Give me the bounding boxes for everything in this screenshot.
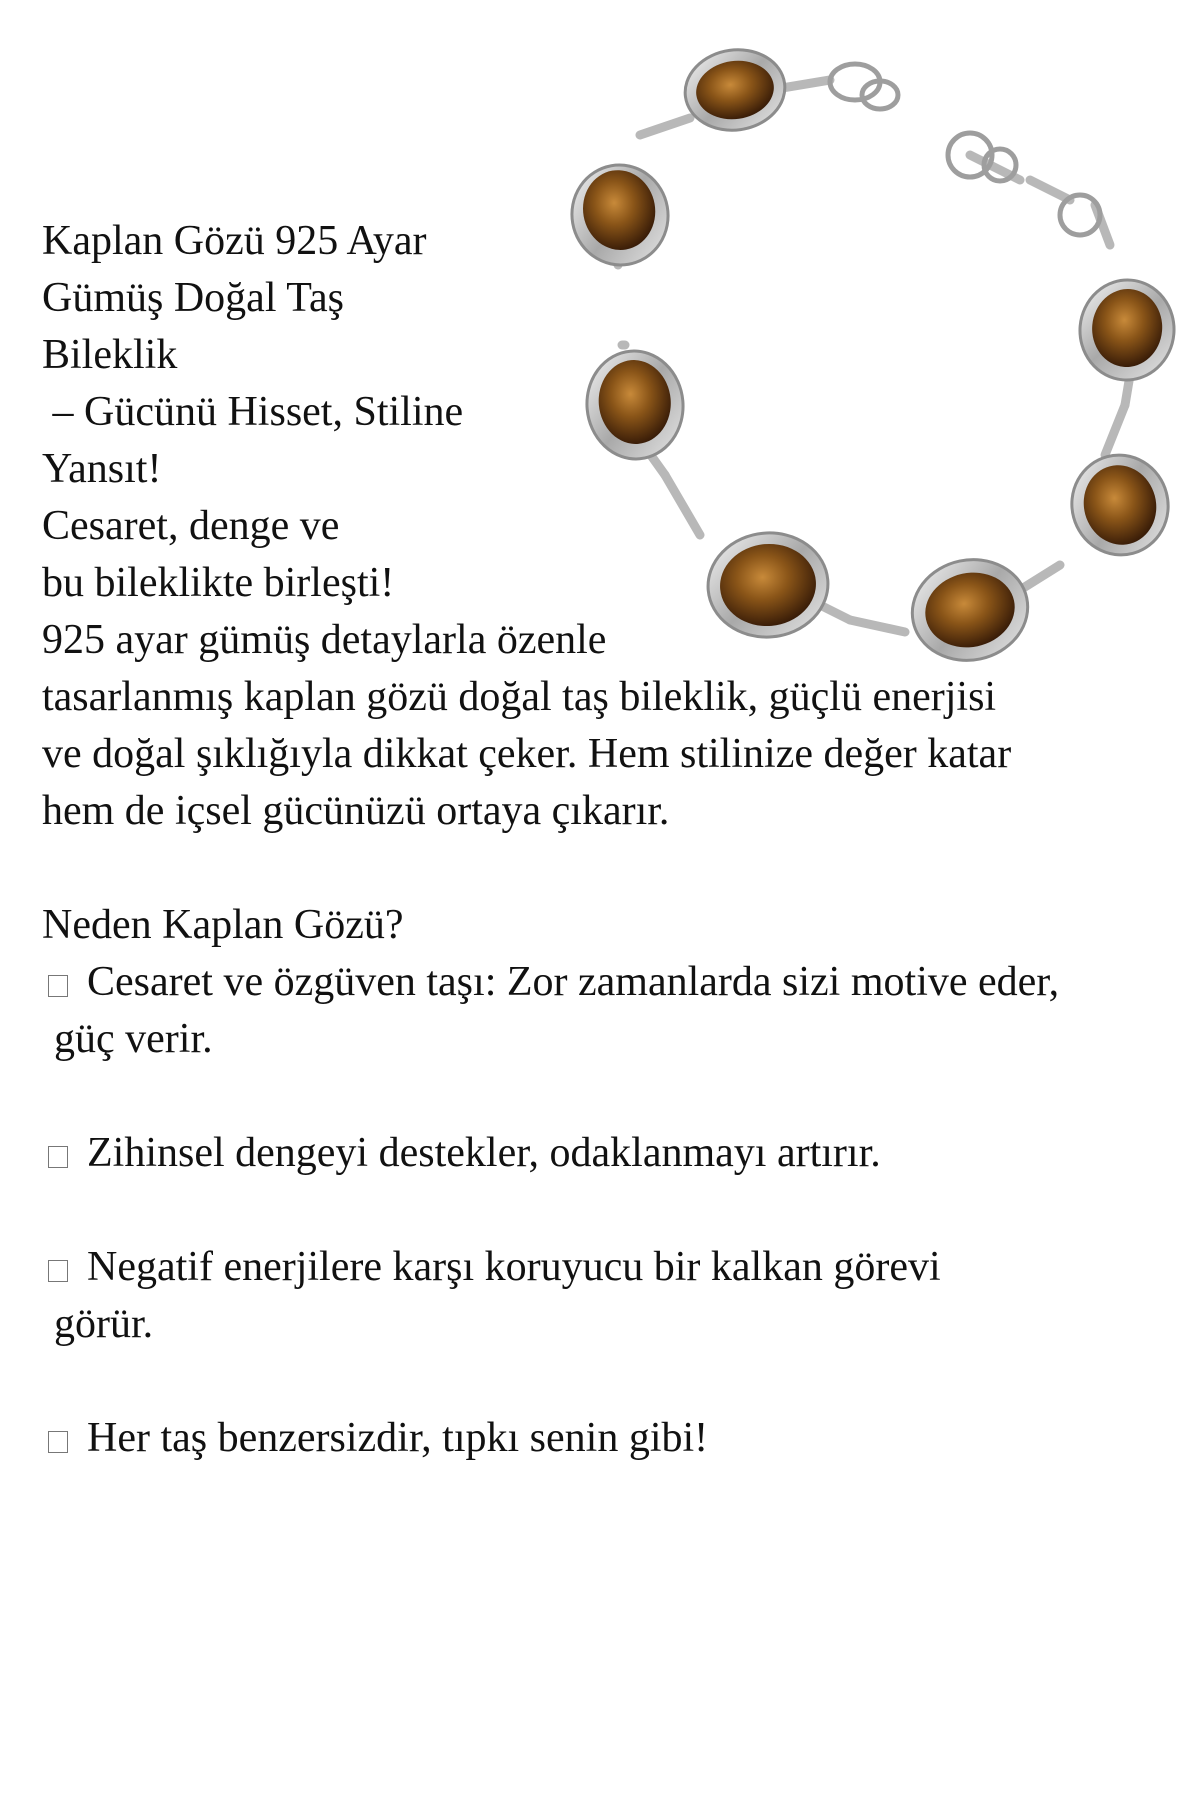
- body-line: hem de içsel gücünüzü ortaya çıkarır.: [42, 788, 670, 834]
- chain-links: [618, 80, 1130, 632]
- benefit-item: Cesaret ve özgüven taşı: Zor zamanlarda sizi motive eder,: [42, 954, 1059, 1011]
- benefit-item: Her taş benzersizdir, tıpkı senin gibi!: [42, 1410, 708, 1467]
- checkbox-icon: [48, 1260, 68, 1282]
- tagline-line: Yansıt!: [42, 446, 162, 492]
- benefit-item: Negatif enerjilere karşı koruyucu bir kalkan görevi: [42, 1239, 941, 1296]
- benefit-item-continuation: güç verir.: [54, 1016, 213, 1062]
- checkbox-icon: [48, 975, 68, 997]
- benefit-item: Zihinsel dengeyi destekler, odaklanmayı artırır.: [42, 1125, 881, 1182]
- tagline-line: – Gücünü Hisset, Stiline: [42, 389, 464, 435]
- clasp: [830, 64, 1100, 235]
- checkbox-icon: [48, 1146, 68, 1168]
- title-line: Kaplan Gözü 925 Ayar: [42, 218, 427, 264]
- stones: [564, 43, 1179, 671]
- title-line: Bileklik: [42, 332, 178, 378]
- body-line: Cesaret, denge ve: [42, 503, 340, 549]
- benefits-heading: Neden Kaplan Gözü?: [42, 902, 404, 948]
- body-line: ve doğal şıklığıyla dikkat çeker. Hem stilinize değer katar: [42, 731, 1012, 777]
- body-line: bu bileklikte birleşti!: [42, 560, 395, 606]
- title-line: Gümüş Doğal Taş: [42, 275, 344, 321]
- benefit-item-continuation: görür.: [54, 1301, 154, 1347]
- body-line: 925 ayar gümüş detaylarla özenle: [42, 617, 607, 663]
- body-line: tasarlanmış kaplan gözü doğal taş bileklik, güçlü enerjisi: [42, 674, 997, 720]
- checkbox-icon: [48, 1431, 68, 1453]
